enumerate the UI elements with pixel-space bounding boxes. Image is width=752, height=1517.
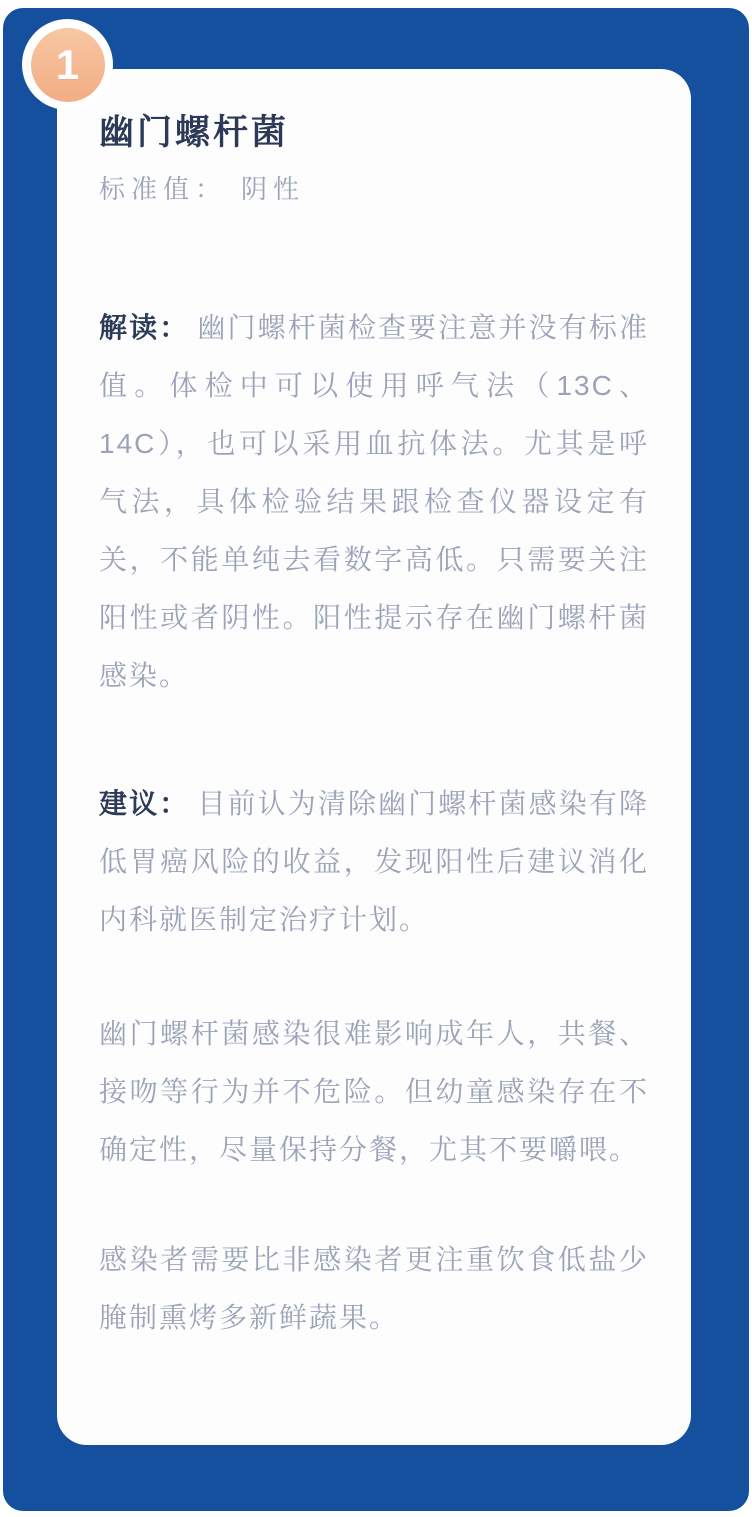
- index-badge-number: 1: [31, 28, 105, 102]
- suggestion-label: 建议：: [99, 788, 190, 819]
- interpretation-label: 解读：: [99, 312, 190, 343]
- standard-value-row: [99, 171, 649, 207]
- note-paragraph-adults: 幽门螺杆菌感染很难影响成年人，共餐、接吻等行为并不危险。但幼童感染存在不确定性，尽量保持分餐，尤其不要嚼喂。: [99, 1018, 649, 1165]
- standard-value-label: 标准值：: [99, 174, 228, 204]
- index-badge: [22, 19, 113, 110]
- interpretation-text: 幽门螺杆菌检查要注意并没有标准值。体检中可以使用呼气法（13C、14C），也可以采用血抗体法。尤其是呼气法，具体检验结果跟检查仪器设定有关，不能单纯去看数字高低。只需要关注阳性或者阴性。阳性提示存在幽门螺杆菌感染。: [99, 312, 649, 691]
- suggestion-text: 目前认为清除幽门螺杆菌感染有降低胃癌风险的收益，发现阳性后建议消化内科就医制定治疗计划。: [99, 788, 649, 935]
- report-card: [57, 69, 691, 1445]
- note-paragraph-diet: 感染者需要比非感染者更注重饮食低盐少腌制熏烤多新鲜蔬果。: [99, 1244, 649, 1333]
- standard-value: 阴性: [241, 174, 306, 204]
- card-title: 幽门螺杆菌: [99, 113, 290, 152]
- interpretation-paragraph: [99, 299, 649, 705]
- suggestion-paragraph: [99, 775, 649, 949]
